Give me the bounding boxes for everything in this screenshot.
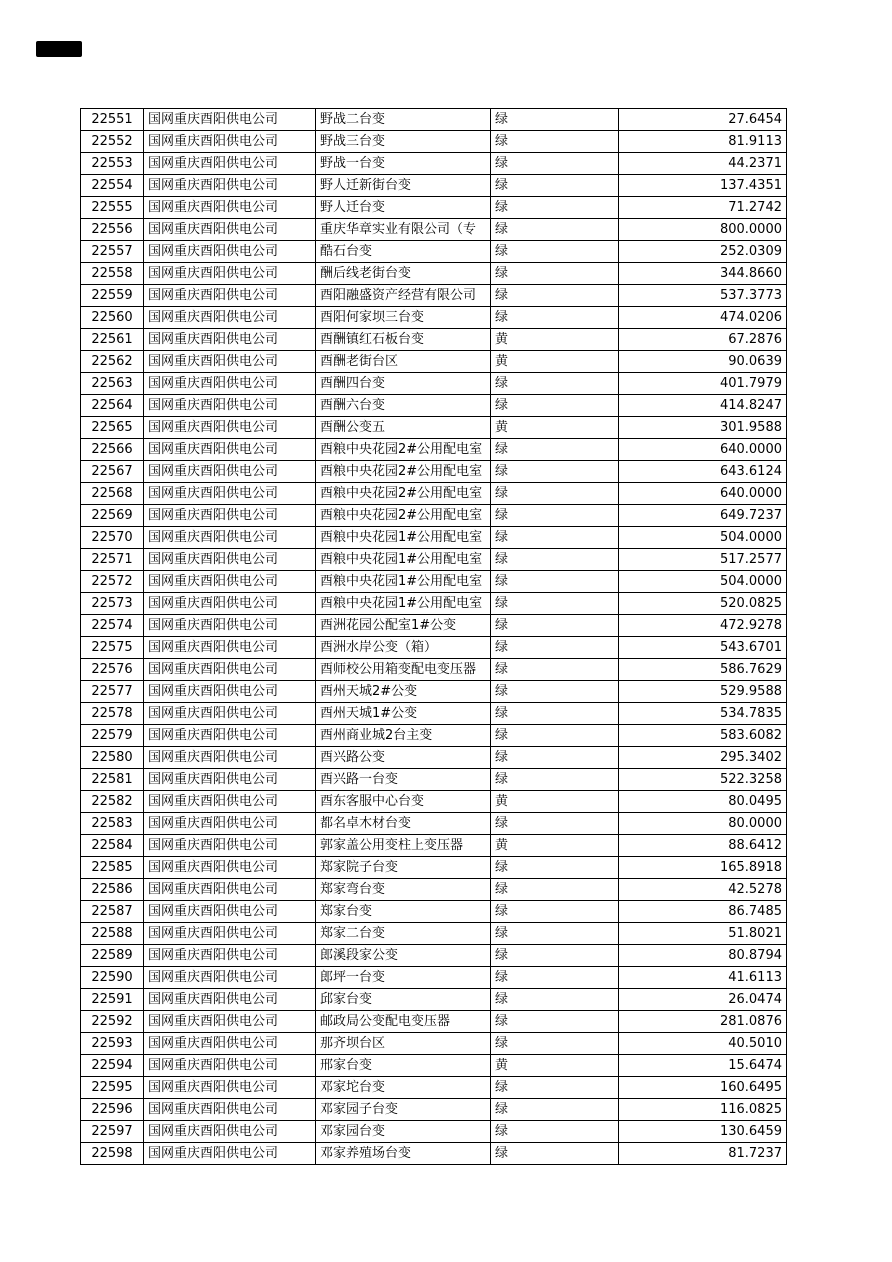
value-cell: 116.0825 [619, 1099, 787, 1121]
row-id-cell: 22590 [81, 967, 144, 989]
row-id-cell: 22595 [81, 1077, 144, 1099]
station-name-cell: 邢家台变 [316, 1055, 491, 1077]
company-cell: 国网重庆酉阳供电公司 [144, 1033, 316, 1055]
station-name-cell: 酉洲水岸公变（箱） [316, 637, 491, 659]
station-name-cell: 酷石台变 [316, 241, 491, 263]
table-row [81, 747, 787, 769]
status-cell: 绿 [491, 571, 619, 593]
table-row [81, 681, 787, 703]
company-cell: 国网重庆酉阳供电公司 [144, 593, 316, 615]
company-cell: 国网重庆酉阳供电公司 [144, 1055, 316, 1077]
status-cell: 绿 [491, 681, 619, 703]
status-cell: 黄 [491, 1055, 619, 1077]
value-cell: 80.0000 [619, 813, 787, 835]
value-cell: 90.0639 [619, 351, 787, 373]
row-id-cell: 22561 [81, 329, 144, 351]
table-row [81, 659, 787, 681]
row-id-cell: 22589 [81, 945, 144, 967]
status-cell: 绿 [491, 593, 619, 615]
status-cell: 绿 [491, 263, 619, 285]
company-cell: 国网重庆酉阳供电公司 [144, 329, 316, 351]
company-cell: 国网重庆酉阳供电公司 [144, 659, 316, 681]
row-id-cell: 22559 [81, 285, 144, 307]
company-cell: 国网重庆酉阳供电公司 [144, 461, 316, 483]
row-id-cell: 22594 [81, 1055, 144, 1077]
value-cell: 414.8247 [619, 395, 787, 417]
table-row [81, 725, 787, 747]
company-cell: 国网重庆酉阳供电公司 [144, 901, 316, 923]
table-row [81, 527, 787, 549]
value-cell: 88.6412 [619, 835, 787, 857]
station-name-cell: 邱家台变 [316, 989, 491, 1011]
status-cell: 绿 [491, 1143, 619, 1165]
status-cell: 绿 [491, 175, 619, 197]
table-row [81, 241, 787, 263]
company-cell: 国网重庆酉阳供电公司 [144, 505, 316, 527]
value-cell: 81.9113 [619, 131, 787, 153]
row-id-cell: 22596 [81, 1099, 144, 1121]
station-name-cell: 郑家台变 [316, 901, 491, 923]
station-name-cell: 邓家园台变 [316, 1121, 491, 1143]
table-row [81, 813, 787, 835]
value-cell: 67.2876 [619, 329, 787, 351]
row-id-cell: 22576 [81, 659, 144, 681]
company-cell: 国网重庆酉阳供电公司 [144, 417, 316, 439]
station-name-cell: 酉兴路公变 [316, 747, 491, 769]
station-name-cell: 酉酬老街台区 [316, 351, 491, 373]
row-id-cell: 22598 [81, 1143, 144, 1165]
status-cell: 绿 [491, 439, 619, 461]
company-cell: 国网重庆酉阳供电公司 [144, 241, 316, 263]
row-id-cell: 22597 [81, 1121, 144, 1143]
row-id-cell: 22570 [81, 527, 144, 549]
value-cell: 27.6454 [619, 109, 787, 131]
company-cell: 国网重庆酉阳供电公司 [144, 197, 316, 219]
row-id-cell: 22560 [81, 307, 144, 329]
value-cell: 534.7835 [619, 703, 787, 725]
table-row [81, 769, 787, 791]
table-row [81, 615, 787, 637]
status-cell: 绿 [491, 747, 619, 769]
status-cell: 绿 [491, 307, 619, 329]
company-cell: 国网重庆酉阳供电公司 [144, 549, 316, 571]
company-cell: 国网重庆酉阳供电公司 [144, 791, 316, 813]
table-row [81, 1055, 787, 1077]
station-name-cell: 郎坪一台变 [316, 967, 491, 989]
value-cell: 80.8794 [619, 945, 787, 967]
value-cell: 800.0000 [619, 219, 787, 241]
status-cell: 绿 [491, 813, 619, 835]
status-cell: 绿 [491, 1099, 619, 1121]
row-id-cell: 22580 [81, 747, 144, 769]
station-name-cell: 酉粮中央花园2#公用配电室 [316, 461, 491, 483]
status-cell: 绿 [491, 879, 619, 901]
table-row [81, 571, 787, 593]
status-cell: 绿 [491, 197, 619, 219]
station-name-cell: 郑家二台变 [316, 923, 491, 945]
row-id-cell: 22566 [81, 439, 144, 461]
company-cell: 国网重庆酉阳供电公司 [144, 1099, 316, 1121]
table-row [81, 637, 787, 659]
row-id-cell: 22573 [81, 593, 144, 615]
status-cell: 绿 [491, 1011, 619, 1033]
station-name-cell: 酉粮中央花园2#公用配电室 [316, 505, 491, 527]
company-cell: 国网重庆酉阳供电公司 [144, 395, 316, 417]
power-station-table [80, 108, 787, 1165]
table-row [81, 1077, 787, 1099]
company-cell: 国网重庆酉阳供电公司 [144, 131, 316, 153]
company-cell: 国网重庆酉阳供电公司 [144, 769, 316, 791]
company-cell: 国网重庆酉阳供电公司 [144, 351, 316, 373]
table-row [81, 791, 787, 813]
table-row [81, 549, 787, 571]
station-name-cell: 邓家坨台变 [316, 1077, 491, 1099]
status-cell: 绿 [491, 461, 619, 483]
status-cell: 绿 [491, 703, 619, 725]
value-cell: 643.6124 [619, 461, 787, 483]
value-cell: 26.0474 [619, 989, 787, 1011]
status-cell: 绿 [491, 373, 619, 395]
value-cell: 649.7237 [619, 505, 787, 527]
status-cell: 黄 [491, 351, 619, 373]
station-name-cell: 邮政局公变配电变压器 [316, 1011, 491, 1033]
company-cell: 国网重庆酉阳供电公司 [144, 109, 316, 131]
status-cell: 绿 [491, 615, 619, 637]
status-cell: 黄 [491, 791, 619, 813]
station-name-cell: 邓家养殖场台变 [316, 1143, 491, 1165]
status-cell: 绿 [491, 153, 619, 175]
table-row [81, 879, 787, 901]
table-row [81, 901, 787, 923]
value-cell: 40.5010 [619, 1033, 787, 1055]
station-name-cell: 酉州商业城2台主变 [316, 725, 491, 747]
station-name-cell: 酉粮中央花园2#公用配电室 [316, 483, 491, 505]
table-row [81, 703, 787, 725]
station-name-cell: 酉东客服中心台变 [316, 791, 491, 813]
row-id-cell: 22577 [81, 681, 144, 703]
value-cell: 80.0495 [619, 791, 787, 813]
company-cell: 国网重庆酉阳供电公司 [144, 923, 316, 945]
value-cell: 472.9278 [619, 615, 787, 637]
value-cell: 543.6701 [619, 637, 787, 659]
status-cell: 绿 [491, 967, 619, 989]
value-cell: 41.6113 [619, 967, 787, 989]
row-id-cell: 22552 [81, 131, 144, 153]
station-name-cell: 酉粮中央花园1#公用配电室 [316, 549, 491, 571]
station-name-cell: 野战二台变 [316, 109, 491, 131]
row-id-cell: 22588 [81, 923, 144, 945]
station-name-cell: 野战三台变 [316, 131, 491, 153]
value-cell: 42.5278 [619, 879, 787, 901]
row-id-cell: 22558 [81, 263, 144, 285]
table-row [81, 1033, 787, 1055]
status-cell: 黄 [491, 417, 619, 439]
table-row [81, 175, 787, 197]
table-row [81, 1143, 787, 1165]
row-id-cell: 22591 [81, 989, 144, 1011]
company-cell: 国网重庆酉阳供电公司 [144, 439, 316, 461]
station-name-cell: 野战一台变 [316, 153, 491, 175]
row-id-cell: 22592 [81, 1011, 144, 1033]
status-cell: 绿 [491, 1033, 619, 1055]
station-name-cell: 酉酬六台变 [316, 395, 491, 417]
value-cell: 529.9588 [619, 681, 787, 703]
station-name-cell: 酉粮中央花园1#公用配电室 [316, 593, 491, 615]
company-cell: 国网重庆酉阳供电公司 [144, 879, 316, 901]
row-id-cell: 22557 [81, 241, 144, 263]
station-name-cell: 酉酬镇红石板台变 [316, 329, 491, 351]
status-cell: 绿 [491, 483, 619, 505]
value-cell: 71.2742 [619, 197, 787, 219]
status-cell: 绿 [491, 241, 619, 263]
table-row [81, 373, 787, 395]
station-name-cell: 酉粮中央花园2#公用配电室 [316, 439, 491, 461]
status-cell: 绿 [491, 901, 619, 923]
company-cell: 国网重庆酉阳供电公司 [144, 263, 316, 285]
station-name-cell: 都名卓木材台变 [316, 813, 491, 835]
station-name-cell: 酉酬四台变 [316, 373, 491, 395]
station-name-cell: 郑家弯台变 [316, 879, 491, 901]
status-cell: 绿 [491, 219, 619, 241]
status-cell: 绿 [491, 505, 619, 527]
value-cell: 640.0000 [619, 439, 787, 461]
table-row [81, 329, 787, 351]
value-cell: 81.7237 [619, 1143, 787, 1165]
status-cell: 绿 [491, 945, 619, 967]
value-cell: 130.6459 [619, 1121, 787, 1143]
status-cell: 绿 [491, 1121, 619, 1143]
value-cell: 86.7485 [619, 901, 787, 923]
row-id-cell: 22579 [81, 725, 144, 747]
table-row [81, 1011, 787, 1033]
company-cell: 国网重庆酉阳供电公司 [144, 527, 316, 549]
station-name-cell: 郎溪段家公变 [316, 945, 491, 967]
row-id-cell: 22554 [81, 175, 144, 197]
station-name-cell: 野人迁台变 [316, 197, 491, 219]
value-cell: 586.7629 [619, 659, 787, 681]
company-cell: 国网重庆酉阳供电公司 [144, 1077, 316, 1099]
row-id-cell: 22587 [81, 901, 144, 923]
row-id-cell: 22564 [81, 395, 144, 417]
table-row [81, 1099, 787, 1121]
table-row [81, 483, 787, 505]
value-cell: 281.0876 [619, 1011, 787, 1033]
value-cell: 344.8660 [619, 263, 787, 285]
station-name-cell: 酉州天城2#公变 [316, 681, 491, 703]
company-cell: 国网重庆酉阳供电公司 [144, 571, 316, 593]
company-cell: 国网重庆酉阳供电公司 [144, 747, 316, 769]
status-cell: 黄 [491, 329, 619, 351]
status-cell: 绿 [491, 659, 619, 681]
value-cell: 165.8918 [619, 857, 787, 879]
company-cell: 国网重庆酉阳供电公司 [144, 153, 316, 175]
value-cell: 252.0309 [619, 241, 787, 263]
company-cell: 国网重庆酉阳供电公司 [144, 681, 316, 703]
row-id-cell: 22551 [81, 109, 144, 131]
table-row [81, 967, 787, 989]
row-id-cell: 22568 [81, 483, 144, 505]
station-name-cell: 郑家院子台变 [316, 857, 491, 879]
table-row [81, 131, 787, 153]
company-cell: 国网重庆酉阳供电公司 [144, 835, 316, 857]
table-row [81, 153, 787, 175]
table-row [81, 439, 787, 461]
value-cell: 517.2577 [619, 549, 787, 571]
row-id-cell: 22571 [81, 549, 144, 571]
company-cell: 国网重庆酉阳供电公司 [144, 1143, 316, 1165]
row-id-cell: 22572 [81, 571, 144, 593]
table-row [81, 857, 787, 879]
status-cell: 黄 [491, 835, 619, 857]
table-row [81, 417, 787, 439]
table-body [81, 109, 787, 1165]
company-cell: 国网重庆酉阳供电公司 [144, 989, 316, 1011]
row-id-cell: 22569 [81, 505, 144, 527]
table-row [81, 923, 787, 945]
status-cell: 绿 [491, 527, 619, 549]
row-id-cell: 22563 [81, 373, 144, 395]
corner-ink-mark [36, 41, 82, 57]
company-cell: 国网重庆酉阳供电公司 [144, 725, 316, 747]
station-name-cell: 酉师校公用箱变配电变压器 [316, 659, 491, 681]
company-cell: 国网重庆酉阳供电公司 [144, 1121, 316, 1143]
row-id-cell: 22584 [81, 835, 144, 857]
row-id-cell: 22556 [81, 219, 144, 241]
table-row [81, 219, 787, 241]
company-cell: 国网重庆酉阳供电公司 [144, 175, 316, 197]
table-row [81, 945, 787, 967]
station-name-cell: 重庆华章实业有限公司（专 [316, 219, 491, 241]
value-cell: 520.0825 [619, 593, 787, 615]
company-cell: 国网重庆酉阳供电公司 [144, 945, 316, 967]
value-cell: 160.6495 [619, 1077, 787, 1099]
table-row [81, 989, 787, 1011]
company-cell: 国网重庆酉阳供电公司 [144, 637, 316, 659]
status-cell: 绿 [491, 285, 619, 307]
row-id-cell: 22574 [81, 615, 144, 637]
value-cell: 474.0206 [619, 307, 787, 329]
station-name-cell: 酉州天城1#公变 [316, 703, 491, 725]
station-name-cell: 酉阳何家坝三台变 [316, 307, 491, 329]
status-cell: 绿 [491, 725, 619, 747]
value-cell: 537.3773 [619, 285, 787, 307]
value-cell: 15.6474 [619, 1055, 787, 1077]
table-row [81, 351, 787, 373]
station-name-cell: 酉兴路一台变 [316, 769, 491, 791]
status-cell: 绿 [491, 857, 619, 879]
row-id-cell: 22575 [81, 637, 144, 659]
station-name-cell: 酉酬公变五 [316, 417, 491, 439]
row-id-cell: 22553 [81, 153, 144, 175]
row-id-cell: 22562 [81, 351, 144, 373]
row-id-cell: 22593 [81, 1033, 144, 1055]
table-row [81, 197, 787, 219]
table-row [81, 461, 787, 483]
status-cell: 绿 [491, 923, 619, 945]
row-id-cell: 22565 [81, 417, 144, 439]
row-id-cell: 22567 [81, 461, 144, 483]
row-id-cell: 22581 [81, 769, 144, 791]
value-cell: 137.4351 [619, 175, 787, 197]
value-cell: 583.6082 [619, 725, 787, 747]
value-cell: 504.0000 [619, 527, 787, 549]
status-cell: 绿 [491, 1077, 619, 1099]
company-cell: 国网重庆酉阳供电公司 [144, 703, 316, 725]
table-row [81, 395, 787, 417]
station-name-cell: 郭家盖公用变柱上变压器 [316, 835, 491, 857]
table-row [81, 593, 787, 615]
company-cell: 国网重庆酉阳供电公司 [144, 813, 316, 835]
station-name-cell: 酉粮中央花园1#公用配电室 [316, 527, 491, 549]
value-cell: 44.2371 [619, 153, 787, 175]
table-row [81, 835, 787, 857]
value-cell: 51.8021 [619, 923, 787, 945]
company-cell: 国网重庆酉阳供电公司 [144, 373, 316, 395]
value-cell: 295.3402 [619, 747, 787, 769]
status-cell: 绿 [491, 549, 619, 571]
station-name-cell: 那齐坝台区 [316, 1033, 491, 1055]
status-cell: 绿 [491, 395, 619, 417]
company-cell: 国网重庆酉阳供电公司 [144, 285, 316, 307]
status-cell: 绿 [491, 769, 619, 791]
row-id-cell: 22586 [81, 879, 144, 901]
row-id-cell: 22555 [81, 197, 144, 219]
station-name-cell: 酉阳融盛资产经营有限公司 [316, 285, 491, 307]
station-name-cell: 酉洲花园公配室1#公变 [316, 615, 491, 637]
table-row [81, 109, 787, 131]
row-id-cell: 22585 [81, 857, 144, 879]
station-name-cell: 酉粮中央花园1#公用配电室 [316, 571, 491, 593]
company-cell: 国网重庆酉阳供电公司 [144, 1011, 316, 1033]
table-row [81, 263, 787, 285]
status-cell: 绿 [491, 637, 619, 659]
value-cell: 401.7979 [619, 373, 787, 395]
company-cell: 国网重庆酉阳供电公司 [144, 857, 316, 879]
row-id-cell: 22578 [81, 703, 144, 725]
company-cell: 国网重庆酉阳供电公司 [144, 615, 316, 637]
row-id-cell: 22583 [81, 813, 144, 835]
table-row [81, 505, 787, 527]
station-name-cell: 野人迁新街台变 [316, 175, 491, 197]
station-name-cell: 邓家园子台变 [316, 1099, 491, 1121]
value-cell: 504.0000 [619, 571, 787, 593]
status-cell: 绿 [491, 131, 619, 153]
table-row [81, 307, 787, 329]
company-cell: 国网重庆酉阳供电公司 [144, 307, 316, 329]
table-row [81, 285, 787, 307]
row-id-cell: 22582 [81, 791, 144, 813]
company-cell: 国网重庆酉阳供电公司 [144, 483, 316, 505]
value-cell: 640.0000 [619, 483, 787, 505]
status-cell: 绿 [491, 989, 619, 1011]
company-cell: 国网重庆酉阳供电公司 [144, 967, 316, 989]
company-cell: 国网重庆酉阳供电公司 [144, 219, 316, 241]
table-row [81, 1121, 787, 1143]
station-name-cell: 酬后线老街台变 [316, 263, 491, 285]
value-cell: 522.3258 [619, 769, 787, 791]
status-cell: 绿 [491, 109, 619, 131]
value-cell: 301.9588 [619, 417, 787, 439]
